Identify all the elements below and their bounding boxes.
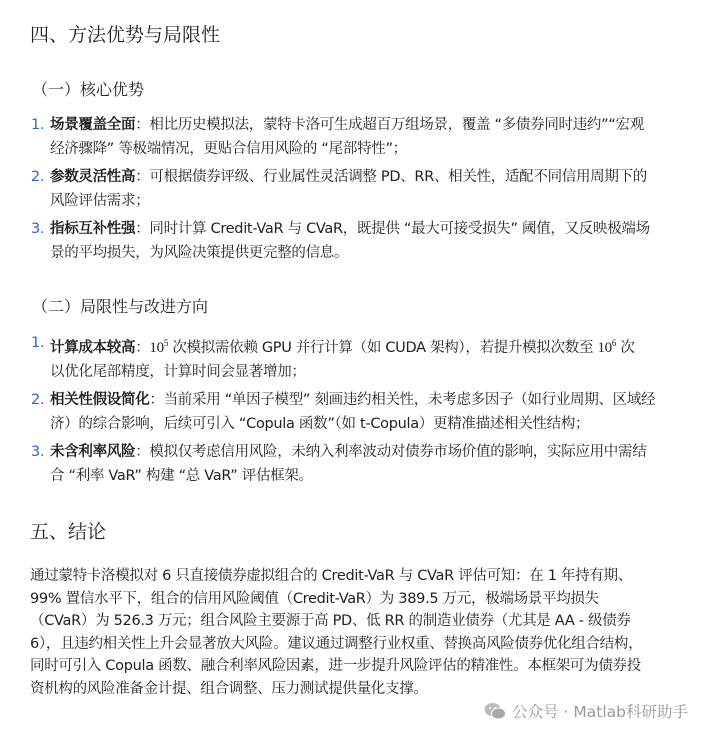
item-label: 指标互补性强: [50, 221, 136, 237]
list-number: 1.: [31, 117, 45, 133]
separator: ：: [149, 391, 164, 408]
list-number: 1.: [31, 335, 45, 351]
paragraph-line: 通过蒙特卡洛模拟对 6 只直接债券虚拟组合的 Credit-VaR 与 CVaR 评估可知：在 1 年持有期、: [30, 568, 632, 584]
paragraph-line: 同时可引入 Copula 函数、融合利率风险因素，进一步提升风险评估的精准性。本框架可为债券投: [30, 658, 641, 674]
subsection-advantages-title: （一）核心优势: [32, 80, 145, 99]
separator: ：: [135, 221, 150, 237]
item-label: 计算成本较高: [50, 339, 136, 356]
item-text: 合 “利率 VaR” 构建 “总 VaR” 评估框架。: [50, 467, 313, 484]
paragraph-line: （CVaR）为 526.3 万元；组合风险主要源于高 PD、低 RR 的制造业债券（尤其是 AA - 级债券: [30, 613, 631, 629]
list-number: 2.: [31, 169, 45, 185]
separator: ：: [135, 339, 150, 356]
item-text: 以优化尾部精度，计算时间会显著增加；: [50, 363, 306, 380]
exponent: 5: [163, 338, 169, 348]
watermark-text: 公众号 · Matlab科研助手: [512, 703, 688, 721]
item-label: 未含利率风险: [50, 443, 136, 460]
advantages-list: [0, 113, 710, 269]
item-label: 场景覆盖全面: [50, 117, 136, 133]
separator: ：: [135, 117, 150, 133]
item-text: 可根据债券评级、行业属性灵活调整 PD、RR、相关性，适配不同信用周期下的: [149, 169, 647, 185]
section-4-title: 四、方法优势与局限性: [30, 24, 221, 46]
paragraph-line: 6），且违约相关性上升会显著放大风险。建议通过调整行业权重、替换高风险债券优化组合结构，: [30, 635, 643, 652]
list-number: 3.: [31, 443, 45, 460]
item-text: 次: [616, 339, 635, 356]
item-text: 经济骤降” 等极端情况，更贴合信用风险的 “尾部特性”；: [50, 141, 407, 157]
list-item: [0, 217, 710, 265]
section-5-title: 五、结论: [30, 521, 107, 543]
item-text: 济）的综合影响，后续可引入 “Copula 函数”（如 t-Copula）更精准描述相关性结构；: [50, 415, 590, 432]
item-text: 模拟仅考虑信用风险，未纳入利率波动对债券市场价值的影响，实际应用中需结: [149, 443, 647, 460]
separator: ：: [135, 169, 150, 185]
watermark: [484, 700, 688, 722]
item-label: 相关性假设简化: [50, 391, 150, 408]
conclusion-paragraph: [30, 565, 642, 700]
base-number: 10: [597, 339, 612, 356]
list-number: 2.: [31, 391, 45, 408]
list-item: [0, 388, 710, 436]
separator: ：: [135, 443, 150, 460]
item-text: 景的平均损失，为风险决策提供更完整的信息。: [50, 245, 349, 261]
subsection-limitations-title: （二）局限性与改进方向: [32, 297, 209, 316]
paragraph-line: 资机构的风险准备金计提、组合调整、压力测试提供量化支撑。: [30, 680, 428, 697]
exponent: 6: [611, 338, 617, 348]
limitations-list: [0, 331, 710, 492]
list-item: [0, 165, 710, 213]
item-text: 风险评估需求；: [50, 193, 150, 209]
item-text: 同时计算 Credit-VaR 与 CVaR，既提供 “最大可接受损失” 阈值，又反映极端场: [149, 221, 650, 237]
base-number: 10: [149, 339, 164, 356]
list-item: [0, 440, 710, 488]
list-item: [0, 331, 710, 384]
item-text: 次模拟需依赖 GPU 并行计算（如 CUDA 架构），若提升模拟次数至: [168, 339, 598, 356]
item-text: 相比历史模拟法，蒙特卡洛可生成超百万组场景，覆盖 “多债券同时违约”“宏观: [149, 117, 644, 133]
item-label: 参数灵活性高: [50, 169, 136, 185]
paragraph-line: 99% 置信水平下，组合的信用风险阈值（Credit-VaR）为 389.5 万元，极端场景平均损失: [30, 590, 599, 607]
list-item: [0, 113, 710, 161]
list-number: 3.: [31, 221, 45, 237]
item-text: 当前采用 “单因子模型” 刻画违约相关性，未考虑多因子（如行业周期、区域经: [163, 391, 656, 408]
wechat-icon: [484, 702, 506, 720]
